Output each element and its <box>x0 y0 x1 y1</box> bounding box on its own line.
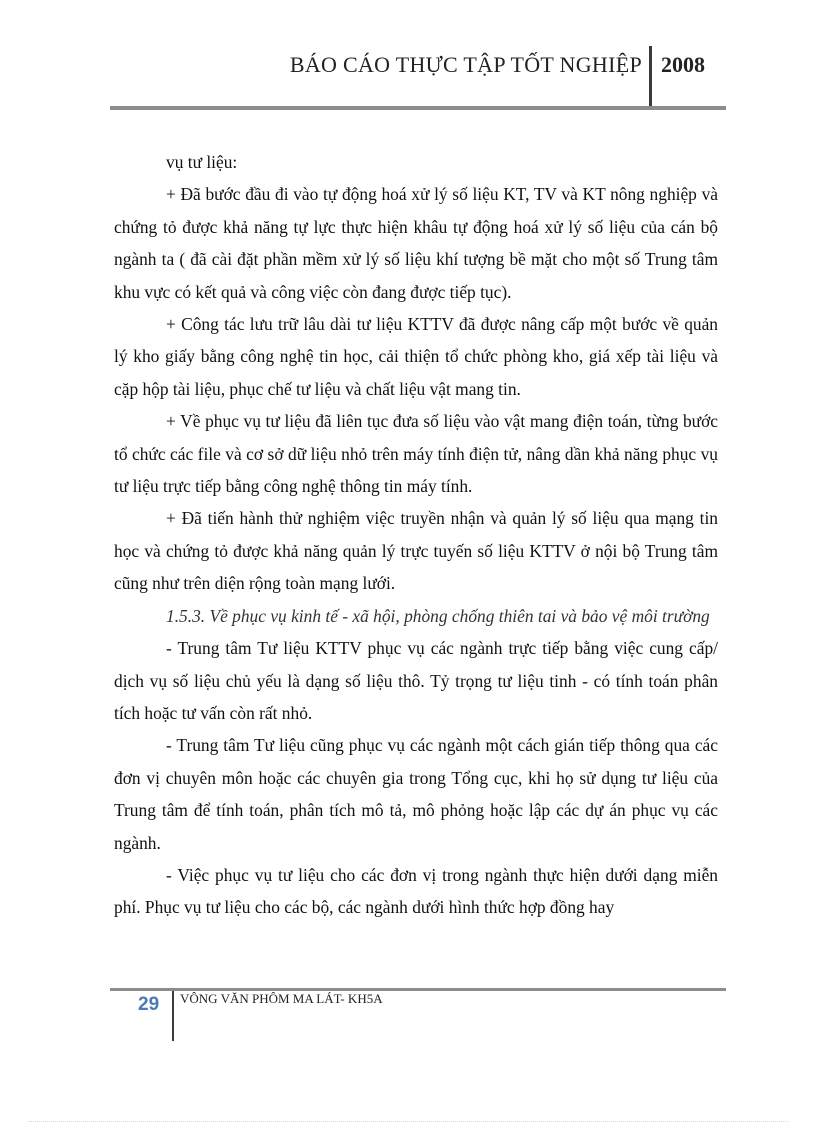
document-body <box>114 146 718 924</box>
paragraph: - Trung tâm Tư liệu cũng phục vụ các ngành một cách gián tiếp thông qua các đơn vị chuyên môn hoặc các chuyên gia trong Tổng cục, khi họ sử dụng tư liệu của Trung tâm để tính toán, phân tích mô tả, mô phỏng hoặc lập các dự án phục vụ các ngành. <box>114 735 718 853</box>
page-bottom-edge <box>28 1121 788 1122</box>
header-divider <box>649 46 652 108</box>
header-rule <box>110 106 726 110</box>
paragraph: + Đã tiến hành thử nghiệm việc truyền nhận và quản lý số liệu qua mạng tin học và chứng tỏ được khả năng quản lý trực tuyến số liệu KTTV ở nội bộ Trung tâm cũng như trên diện rộng toàn mạng lưới. <box>114 508 718 594</box>
page-header <box>110 40 726 108</box>
report-title: BÁO CÁO THỰC TẬP TỐT NGHIỆP <box>289 52 642 77</box>
author-name: VÔNG VĂN PHÔM MA LÁT- KH5A <box>180 991 383 1006</box>
page-footer <box>110 988 726 1043</box>
paragraph: + Đã bước đầu đi vào tự động hoá xử lý số liệu KT, TV và KT nông nghiệp và chứng tỏ được khả năng tự lực thực hiện khâu tự động hoá xử lý số liệu của cán bộ ngành ta ( đã cài đặt phần mềm xử lý số liệu khí tượng bề mặt cho một số Trung tâm khu vực có kết quả và công việc còn đang được tiếp tục). <box>114 184 718 302</box>
paragraph: + Công tác lưu trữ lâu dài tư liệu KTTV đã được nâng cấp một bước về quản lý kho giấy bằng công nghệ tin học, cải thiện tổ chức phòng kho, giá xếp tài liệu và cặp hộp tài liệu, phục chế tư liệu và chất liệu vật mang tin. <box>114 314 718 399</box>
paragraph: vụ tư liệu: <box>166 152 238 172</box>
paragraph: - Việc phục vụ tư liệu cho các đơn vị trong ngành thực hiện dưới dạng miễn phí. Phục vụ tư liệu cho các bộ, các ngành dưới hình thức hợp đồng hay <box>114 864 718 918</box>
paragraph: + Về phục vụ tư liệu đã liên tục đưa số liệu vào vật mang điện toán, từng bước tổ chức các file và cơ sở dữ liệu nhỏ trên máy tính điện tử, nâng dần khả năng phục vụ tư liệu trực tiếp bằng công nghệ thông tin máy tính. <box>114 411 718 497</box>
report-year: 2008 <box>661 52 705 77</box>
page-number: 29 <box>138 994 160 1015</box>
paragraph: - Trung tâm Tư liệu KTTV phục vụ các ngành trực tiếp bằng việc cung cấp/ dịch vụ số liệu chủ yếu là dạng số liệu thô. Tỷ trọng tư liệu tinh - có tính toán phân tích hoặc tư vấn còn rất nhỏ. <box>114 638 718 723</box>
section-heading: 1.5.3. Về phục vụ kinh tế - xã hội, phòng chống thiên tai và bảo vệ môi trường <box>166 605 710 626</box>
footer-divider <box>172 991 174 1041</box>
